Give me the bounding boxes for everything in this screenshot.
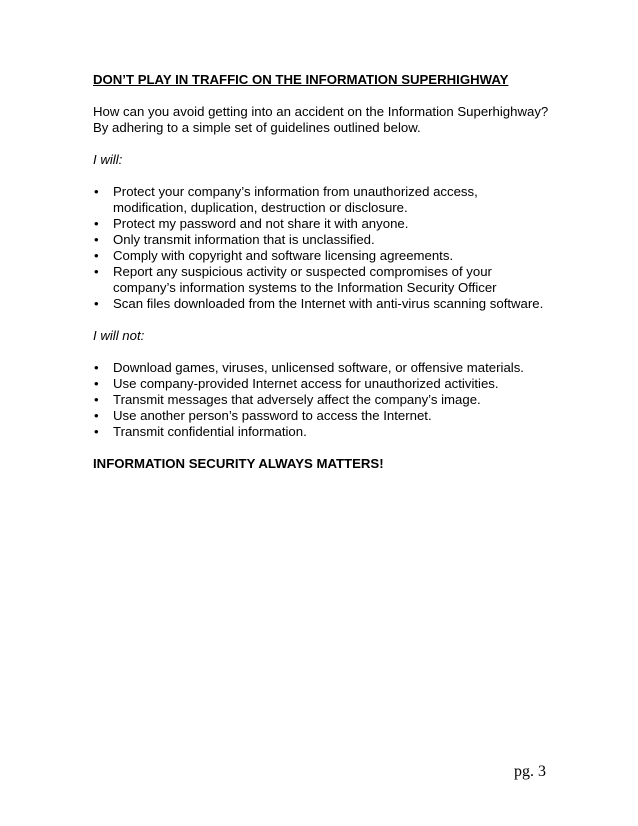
list-item-text: Use another person’s password to access the Internet.	[113, 408, 432, 423]
list-item-text: Transmit messages that adversely affect the company’s image.	[113, 392, 481, 407]
will-not-list-item	[93, 376, 553, 392]
list-item-text: Use company-provided Internet access for unauthorized activities.	[113, 376, 499, 391]
bullet-icon: •	[94, 216, 99, 231]
bullet-icon: •	[94, 264, 99, 279]
intro-line-1: How can you avoid getting into an accident on the Information Superhighway?	[93, 104, 549, 119]
will-list	[93, 184, 553, 312]
will-list-item	[93, 184, 553, 216]
bullet-icon: •	[94, 408, 99, 423]
will-not-list-item	[93, 424, 553, 440]
will-list-item	[93, 264, 553, 296]
bullet-icon: •	[94, 296, 99, 311]
bullet-icon: •	[94, 184, 99, 199]
bullet-icon: •	[94, 392, 99, 407]
page-content	[93, 72, 553, 472]
bullet-icon: •	[94, 424, 99, 439]
will-label: I will:	[93, 152, 123, 167]
list-item-text: Comply with copyright and software licensing agreements.	[113, 248, 454, 263]
intro-paragraph	[93, 104, 553, 136]
bullet-icon: •	[94, 360, 99, 375]
list-item-text: Protect your company’s information from unauthorized access, modification, duplication, destruction or disclosure.	[113, 184, 478, 215]
list-item-text: Only transmit information that is unclassified.	[113, 232, 375, 247]
intro-line-2: By adhering to a simple set of guidelines outlined below.	[93, 120, 421, 135]
bullet-icon: •	[94, 376, 99, 391]
will-not-list-item	[93, 392, 553, 408]
list-item-text: Report any suspicious activity or suspected compromises of your company’s information systems to the Information Security Officer	[113, 264, 497, 295]
will-not-label: I will not:	[93, 328, 145, 343]
list-item-text: Download games, viruses, unlicensed software, or offensive materials.	[113, 360, 524, 375]
will-not-list-item	[93, 408, 553, 424]
will-list-item	[93, 296, 553, 312]
page-number: pg. 3	[514, 763, 546, 780]
page-title: DON’T PLAY IN TRAFFIC ON THE INFORMATION SUPERHIGHWAY	[93, 72, 509, 87]
closing-statement: INFORMATION SECURITY ALWAYS MATTERS!	[93, 456, 384, 471]
bullet-icon: •	[94, 232, 99, 247]
list-item-text: Transmit confidential information.	[113, 424, 307, 439]
list-item-text: Protect my password and not share it with anyone.	[113, 216, 409, 231]
will-not-list-item	[93, 360, 553, 376]
will-list-item	[93, 232, 553, 248]
will-list-item	[93, 216, 553, 232]
bullet-icon: •	[94, 248, 99, 263]
will-not-list	[93, 360, 553, 440]
will-list-item	[93, 248, 553, 264]
list-item-text: Scan files downloaded from the Internet with anti-virus scanning software.	[113, 296, 544, 311]
